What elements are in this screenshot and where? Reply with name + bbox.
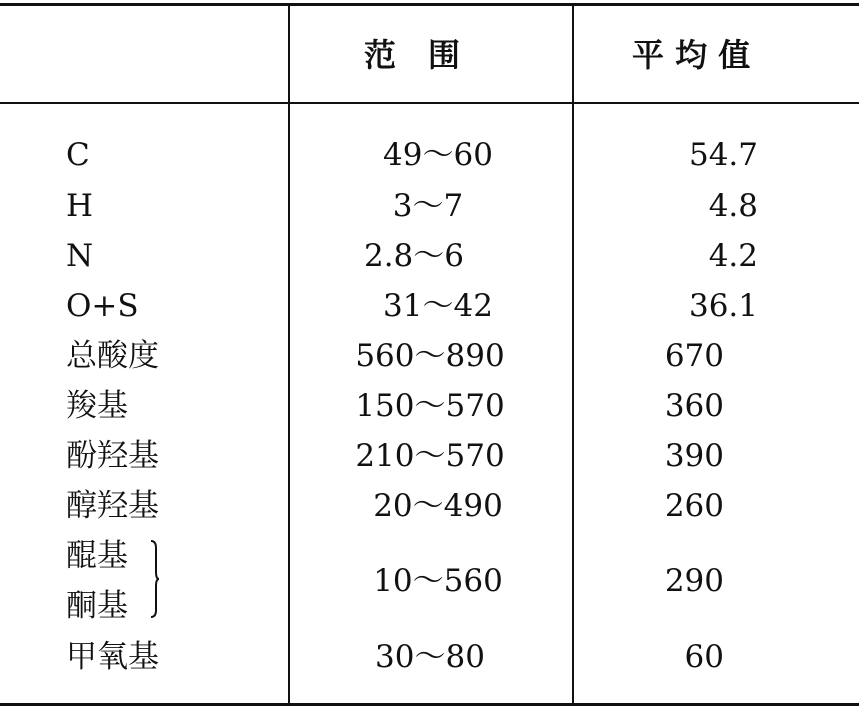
range-value: 20～490	[373, 488, 503, 524]
column-divider-1	[288, 6, 290, 703]
average-value: 60	[684, 639, 724, 675]
range-value: 30～80	[375, 639, 485, 675]
row-label: C	[66, 137, 90, 173]
average-value: 290	[664, 563, 724, 599]
row-label: O+S	[66, 288, 139, 324]
range-value: 150～570	[355, 388, 505, 424]
average-value: 4.8	[708, 188, 758, 224]
range-value: 3～7	[392, 188, 464, 224]
bottom-rule	[0, 703, 859, 706]
row-label: N	[66, 238, 94, 274]
column-divider-2	[572, 6, 574, 703]
average-value: 4.2	[708, 238, 758, 274]
average-value: 360	[664, 388, 724, 424]
range-value: 2.8～6	[363, 238, 465, 274]
row-label: 总酸度	[66, 338, 159, 374]
row-label: H	[66, 188, 94, 224]
grouping-brace	[150, 540, 160, 618]
average-value: 670	[664, 338, 724, 374]
average-value: 54.7	[688, 137, 758, 173]
average-value: 390	[664, 438, 724, 474]
range-value: 10～560	[373, 563, 503, 599]
header-range: 范 围	[364, 36, 461, 74]
top-rule	[0, 3, 859, 6]
header-average: 平 均 值	[632, 36, 751, 74]
range-value: 560～890	[355, 338, 505, 374]
average-value: 36.1	[688, 288, 758, 324]
average-value: 260	[664, 488, 724, 524]
row-label: 醇羟基	[66, 488, 159, 524]
row-label: 酚羟基	[66, 438, 159, 474]
row-label: 酮基	[66, 588, 128, 624]
header-rule	[0, 102, 859, 104]
range-value: 31～42	[383, 288, 493, 324]
row-label: 羧基	[66, 388, 128, 424]
row-label: 醌基	[66, 538, 128, 574]
row-label: 甲氧基	[66, 639, 159, 675]
range-value: 49～60	[383, 137, 493, 173]
range-value: 210～570	[355, 438, 505, 474]
